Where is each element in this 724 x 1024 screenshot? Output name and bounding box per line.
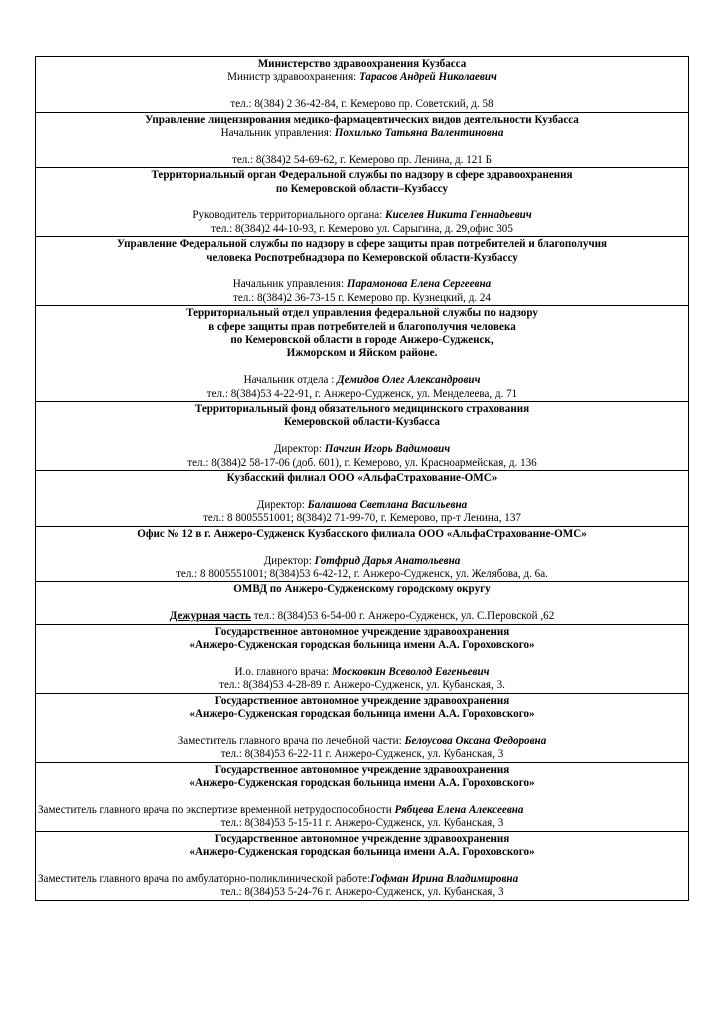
blank-line <box>38 790 686 803</box>
contact-cell <box>36 762 689 831</box>
official-line <box>38 873 686 886</box>
official-line <box>38 555 686 568</box>
blank-line <box>38 140 686 153</box>
official-name: Московкин Всеволод Евгеньевич <box>331 665 490 678</box>
blank-line <box>38 265 686 278</box>
contact-details: тел.: 8 8005551001; 8(384)53 6-42-12, г. Анжеро-Судженск, ул. Желябова, д. 6а. <box>176 567 548 580</box>
blank-line <box>38 361 686 374</box>
table-row <box>36 762 689 831</box>
blank-line <box>38 859 686 872</box>
official-line <box>38 804 686 817</box>
organization-name: Управление лицензирования медико-фармацевтических видов деятельности Кузбасса <box>145 113 579 126</box>
official-line <box>38 71 686 84</box>
official-name: Рябцева Елена Алексеевна <box>394 803 524 816</box>
official-name: Демидов Олег Александрович <box>337 374 481 387</box>
contact-cell <box>36 237 689 306</box>
table-row <box>36 402 689 471</box>
blank-line <box>38 196 686 209</box>
organization-name: Государственное автономное учреждение здравоохранения <box>214 832 510 845</box>
official-line <box>38 278 686 291</box>
contact-cell <box>36 306 689 402</box>
official-name: Пачгин Игорь Вадимович <box>324 443 451 456</box>
organization-name: Территориальный отдел управления федеральной службы по надзору <box>186 307 538 320</box>
organization-name: Государственное автономное учреждение здравоохранения <box>214 763 510 776</box>
official-name: Киселев Никита Геннадьевич <box>385 209 532 222</box>
official-name: Парамонова Елена Сергеевна <box>346 278 492 291</box>
official-line <box>38 374 686 387</box>
table-row <box>36 831 689 900</box>
table-row <box>36 306 689 402</box>
position-title: Начальник отдела : <box>243 374 338 387</box>
table-row <box>36 57 689 113</box>
contact-details: тел.: 8(384)2 54-69-62, г. Кемерово пр. Ленина, д. 121 Б <box>232 153 492 166</box>
contact-details: тел.: 8(384)2 44-10-93, г. Кемерово ул. Сарыгина, д. 29,офис 305 <box>211 222 513 235</box>
official-line <box>38 666 686 679</box>
contacts-table <box>35 56 689 901</box>
contact-cell <box>36 526 689 582</box>
organization-name-continued: по Кемеровской области в городе Анжеро-Судженск, <box>230 334 494 347</box>
contact-details: тел.: 8(384)53 4-28-89 г. Анжеро-Судженск, ул. Кубанская, 3. <box>219 679 505 692</box>
table-row <box>36 526 689 582</box>
contact-details: тел.: 8(384)53 6-54-00 г. Анжеро-Судженск, ул. С.Перовской ,62 <box>250 610 555 623</box>
contact-cell <box>36 582 689 624</box>
official-name: Белоусова Оксана Федоровна <box>404 734 547 747</box>
contact-details: тел.: 8 8005551001; 8(384)2 71-99-70, г. Кемерово, пр-т Ленина, 137 <box>203 512 521 525</box>
official-line <box>38 209 686 222</box>
official-line <box>38 499 686 512</box>
organization-name: Управление Федеральной службы по надзору в сфере защиты прав потребителей и благополучия <box>116 238 608 251</box>
contact-details: тел.: 8(384)53 4-22-91, г. Анжеро-Судженск, ул. Менделеева, д. 71 <box>206 387 518 400</box>
position-title: Руководитель территориального органа: <box>192 209 386 222</box>
official-name: Похилько Татьяна Валентиновна <box>334 127 504 140</box>
organization-name-continued: по Кемеровской области–Кузбассу <box>275 182 449 195</box>
organization-name: Государственное автономное учреждение здравоохранения <box>214 625 510 638</box>
organization-name-continued: «Анжеро-Судженская городская больница имени А.А. Гороховского» <box>189 707 535 720</box>
position-title: Заместитель главного врача по амбулаторно-поликлинической работе: <box>38 872 371 885</box>
contact-details: тел.: 8(384) 2 36-42-84, г. Кемерово пр. Советский, д. 58 <box>230 98 494 111</box>
official-line <box>38 127 686 140</box>
contact-cell <box>36 831 689 900</box>
contact-cell <box>36 112 689 168</box>
blank-line <box>38 541 686 554</box>
position-title: Заместитель главного врача по лечебной части: <box>177 734 405 747</box>
official-line <box>38 735 686 748</box>
duty-line <box>38 610 686 623</box>
official-name: Тарасов Андрей Николаевич <box>359 71 497 84</box>
table-row <box>36 237 689 306</box>
contact-details: тел.: 8(384)2 58-17-06 (доб. 601), г. Кемерово, ул. Красноармейская, д. 136 <box>187 456 537 469</box>
position-title: Заместитель главного врача по экспертизе временной нетрудоспособности <box>38 803 395 816</box>
position-title: Директор: <box>256 498 308 511</box>
organization-name-continued: «Анжеро-Судженская городская больница имени А.А. Гороховского» <box>189 845 535 858</box>
official-name: Балашова Светлана Васильевна <box>307 498 468 511</box>
organization-name: Министерство здравоохранения Кузбасса <box>257 58 467 70</box>
organization-name: ОМВД по Анжеро-Судженскому городскому округу <box>233 583 491 596</box>
organization-name-continued: «Анжеро-Судженская городская больница имени А.А. Гороховского» <box>189 638 535 651</box>
contact-details: тел.: 8(384)53 6-22-11 г. Анжеро-Судженск, ул. Кубанская, 3 <box>220 748 504 761</box>
organization-name: Офис № 12 в г. Анжеро-Судженск Кузбасского филиала ООО «АльфаСтрахование-ОМС» <box>137 527 587 540</box>
blank-line <box>38 721 686 734</box>
table-row <box>36 471 689 527</box>
position-title: Министр здравоохранения: <box>227 71 360 84</box>
table-row <box>36 112 689 168</box>
organization-name-continued: Кемеровской области-Кузбасса <box>284 416 440 429</box>
blank-line <box>38 85 686 98</box>
contact-cell <box>36 168 689 237</box>
contact-cell <box>36 624 689 693</box>
organization-name: Кузбасский филиал ООО «АльфаСтрахование-ОМС» <box>226 472 498 485</box>
contact-cell <box>36 471 689 527</box>
contact-details: тел.: 8(384)53 5-24-76 г. Анжеро-Судженск, ул. Кубанская, 3 <box>220 886 504 899</box>
contact-details: тел.: 8(384)53 5-15-11 г. Анжеро-Судженск, ул. Кубанская, 3 <box>220 817 504 830</box>
table-row <box>36 624 689 693</box>
position-title: Начальник управления: <box>232 278 347 291</box>
position-title: Директор: <box>273 443 325 456</box>
organization-name: Территориальный орган Федеральной службы по надзору в сфере здравоохранения <box>151 169 573 182</box>
official-name: Гофман Ирина Владимировна <box>370 872 519 885</box>
blank-line <box>38 486 686 499</box>
organization-name-continued: Ижморском и Яйском районе. <box>286 347 438 360</box>
position-title: И.о. главного врача: <box>234 665 332 678</box>
contact-cell <box>36 693 689 762</box>
organization-name: Государственное автономное учреждение здравоохранения <box>214 694 510 707</box>
organization-name-continued: в сфере защиты прав потребителей и благополучия человека <box>208 320 516 333</box>
official-line <box>38 443 686 456</box>
contact-details: тел.: 8(384)2 36-73-15 г. Кемерово пр. Кузнецкий, д. 24 <box>233 291 491 304</box>
position-title: Директор: <box>263 554 315 567</box>
blank-line <box>38 597 686 610</box>
organization-name-continued: «Анжеро-Судженская городская больница имени А.А. Гороховского» <box>189 776 535 789</box>
table-row <box>36 693 689 762</box>
blank-line <box>38 430 686 443</box>
organization-name-continued: человека Роспотребнадзора по Кемеровской области-Кузбассу <box>206 251 518 264</box>
blank-line <box>38 652 686 665</box>
organization-name: Территориальный фонд обязательного медицинского страхования <box>194 403 530 416</box>
contact-cell <box>36 57 689 113</box>
table-row <box>36 582 689 624</box>
table-row <box>36 168 689 237</box>
contact-cell <box>36 402 689 471</box>
official-name: Готфрид Дарья Анатольевна <box>314 554 461 567</box>
duty-station-label: Дежурная часть <box>169 610 251 623</box>
position-title: Начальник управления: <box>220 127 335 140</box>
